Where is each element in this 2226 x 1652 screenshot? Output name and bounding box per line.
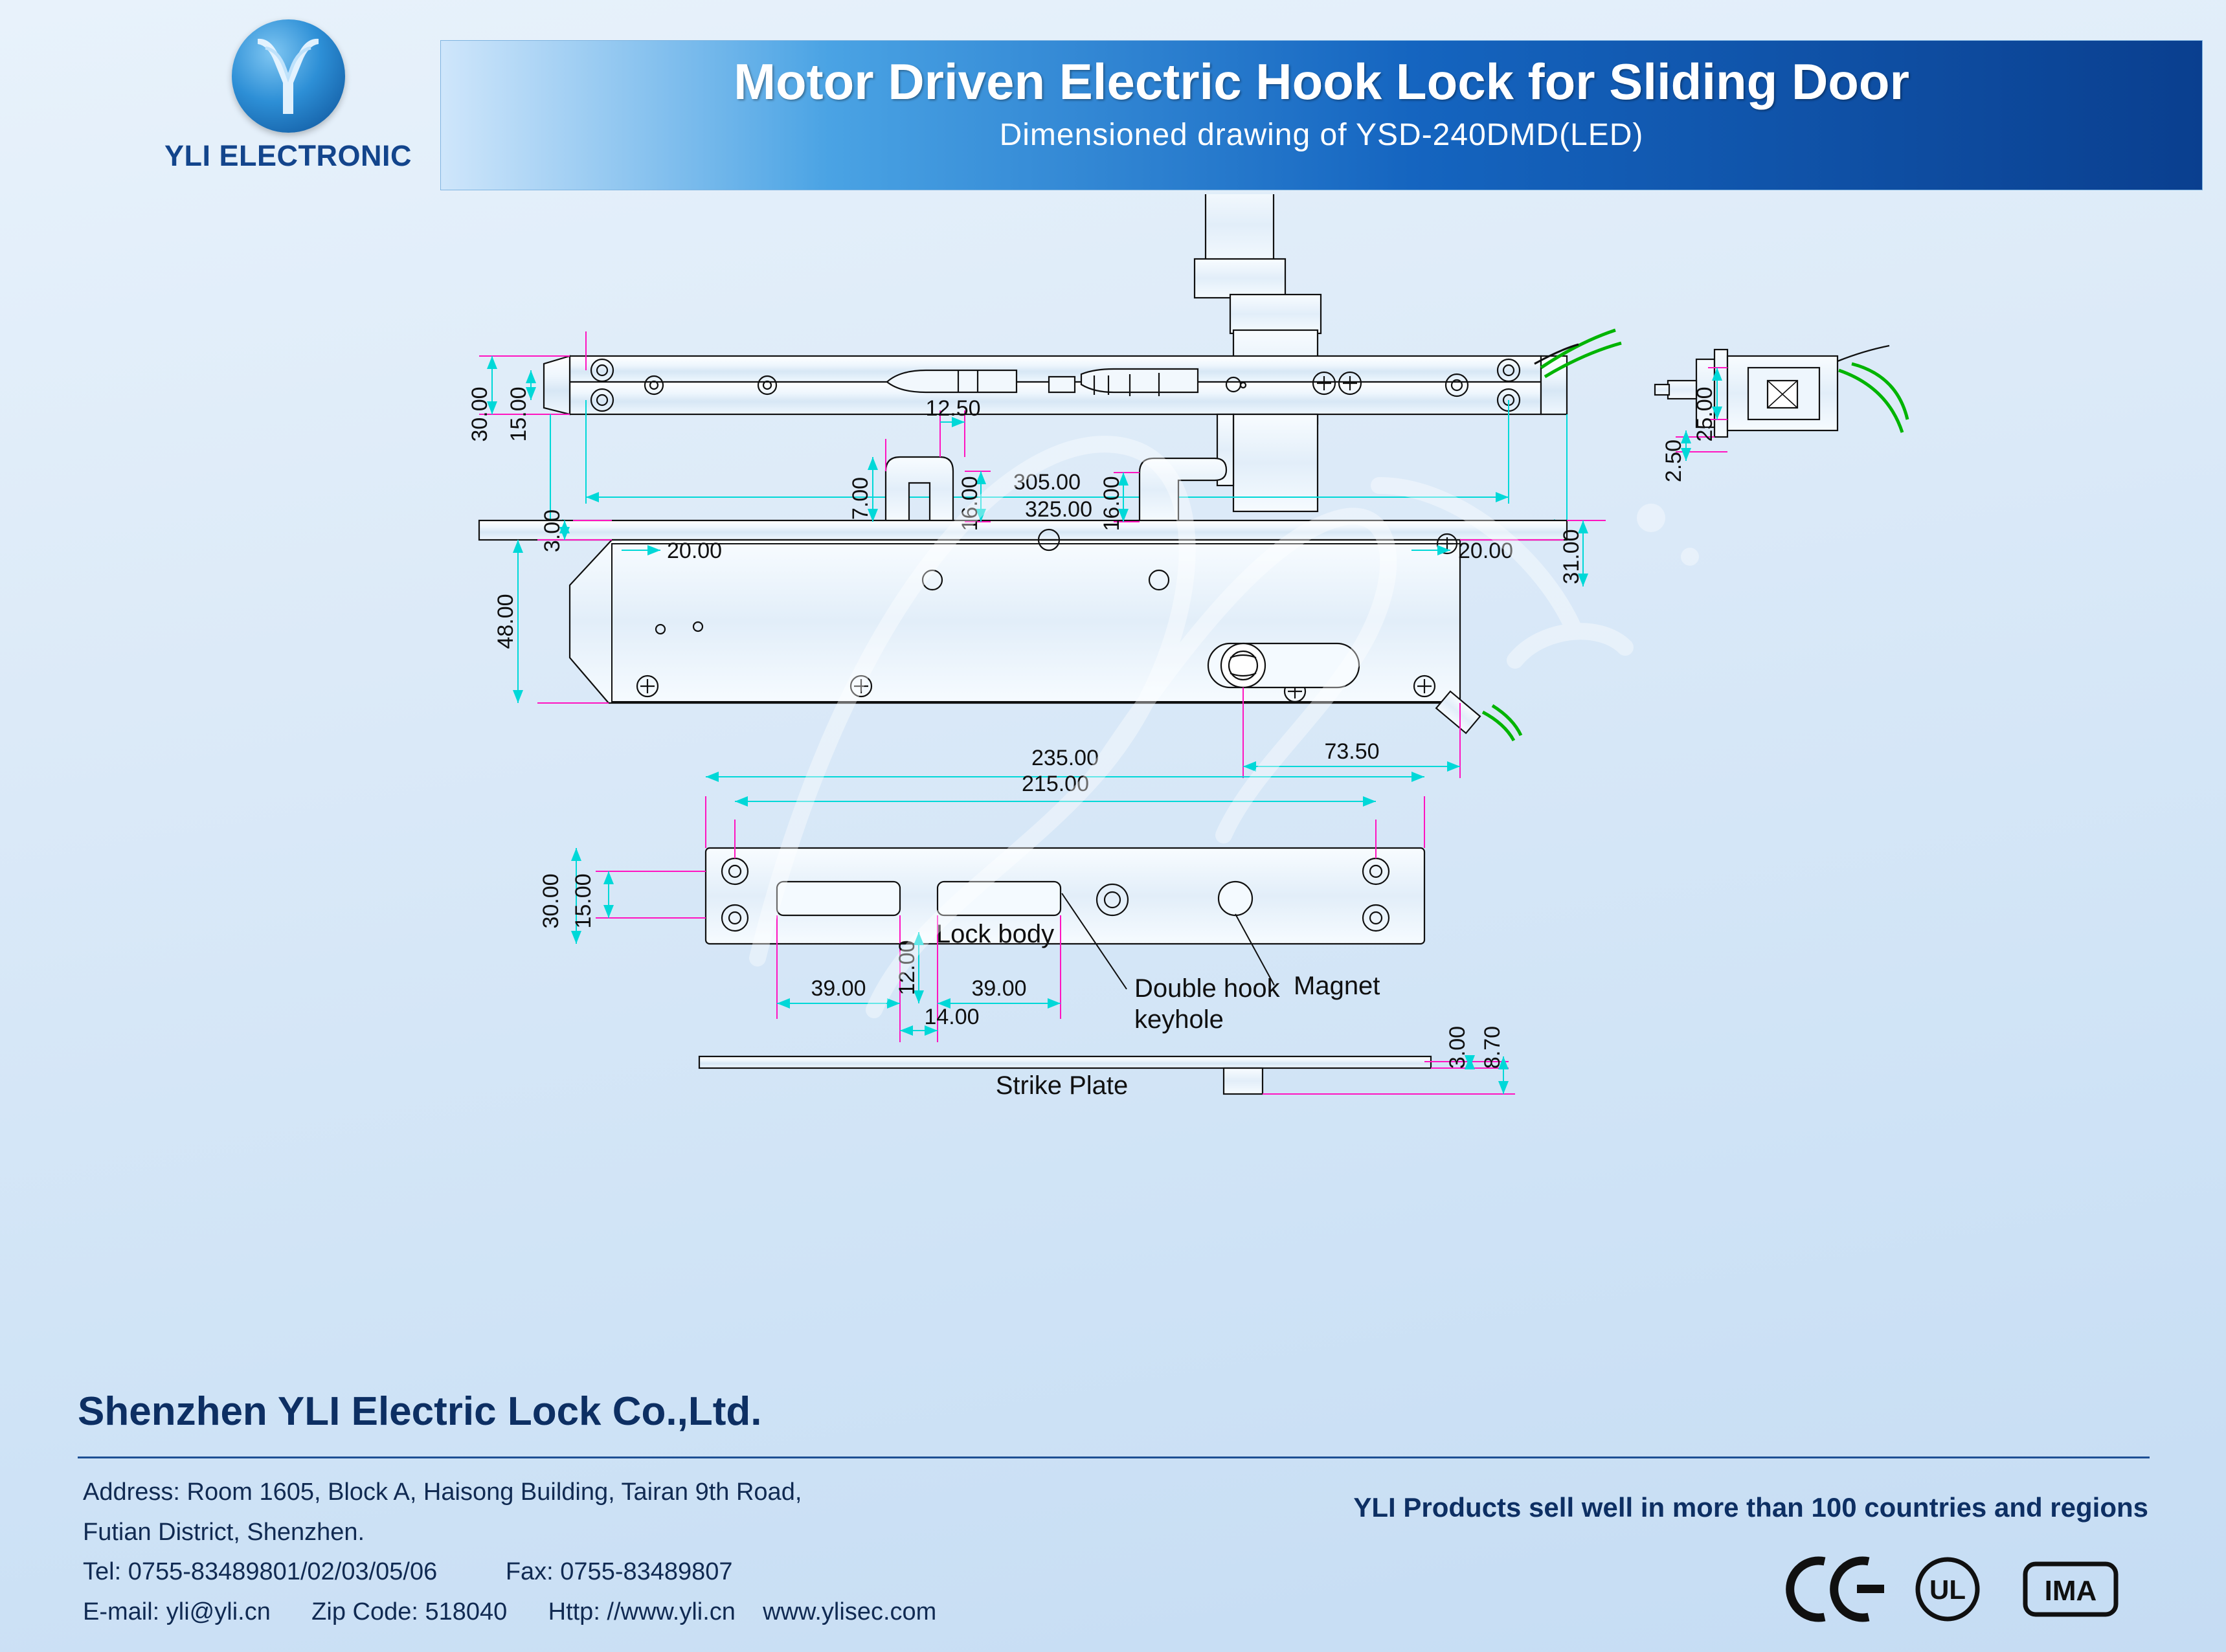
dim-front-16a: 16.00: [958, 476, 982, 531]
dim-top-15: 15.00: [506, 386, 531, 442]
dim-front-20-left: 20.00: [667, 539, 723, 563]
brand-name: YLI ELECTRONIC: [164, 139, 412, 172]
drawing-svg: [0, 194, 2226, 1340]
dim-front-31: 31.00: [1559, 529, 1584, 585]
address-line-2: Futian District, Shenzhen.: [83, 1518, 365, 1546]
dim-front-20-right: 20.00: [1458, 539, 1514, 563]
dim-top-30: 30.00: [467, 386, 492, 442]
dim-strike-235: 235.00: [1031, 746, 1099, 770]
yli-logo-icon: [232, 19, 345, 133]
dim-strike-8-7: 8.70: [1480, 1025, 1505, 1069]
label-double-hook-keyhole-2: keyhole: [1134, 1005, 1224, 1034]
footer-divider: [78, 1457, 2150, 1458]
address-line-3: Tel: 0755-83489801/02/03/05/06 Fax: 0755-83489807: [83, 1558, 733, 1586]
dim-front-12-5: 12.50: [925, 396, 981, 421]
dim-strike-30: 30.00: [539, 873, 563, 929]
brand-logo: [159, 19, 418, 201]
dim-strike-39-left: 39.00: [811, 976, 866, 1001]
svg-text:UL: UL: [1929, 1574, 1966, 1605]
dim-front-73-5: 73.50: [1324, 739, 1380, 764]
certification-marks: [1786, 1554, 2148, 1625]
ul-mark-icon: [1918, 1559, 1977, 1619]
dim-top-305: 305.00: [1013, 470, 1081, 495]
dim-top-325: 325.00: [1025, 497, 1092, 522]
dim-strike-12: 12.00: [895, 940, 919, 996]
page-subtitle: Dimensioned drawing of YSD-240DMD(LED): [999, 118, 1644, 152]
contact-block: [83, 1473, 936, 1632]
dim-strike-15: 15.00: [571, 873, 596, 929]
label-strike-plate: Strike Plate: [995, 1071, 1129, 1100]
logo-y-glyph: [232, 19, 345, 133]
dim-strike-14: 14.00: [924, 1005, 980, 1029]
address-line-4: E-mail: yli@yli.cn Zip Code: 518040 Http: //www.yli.cn www.ylisec.com: [83, 1598, 937, 1625]
company-name: Shenzhen YLI Electric Lock Co.,Ltd.: [78, 1389, 762, 1434]
page-title: Motor Driven Electric Hook Lock for Sliding Door: [734, 53, 1909, 110]
dim-front-3: 3.00: [540, 509, 565, 553]
dim-side-2-5: 2.50: [1661, 439, 1686, 483]
page-header: [0, 0, 2226, 214]
ce-mark-icon: [1790, 1561, 1884, 1618]
svg-text:IMA: IMA: [2044, 1575, 2097, 1607]
address-line-1: Address: Room 1605, Block A, Haisong Building, Tairan 9th Road,: [83, 1479, 802, 1506]
dim-strike-3: 3.00: [1445, 1025, 1470, 1069]
page-footer: [0, 1334, 2226, 1652]
dim-front-16b: 16.00: [1099, 476, 1124, 531]
dim-strike-215: 215.00: [1022, 772, 1089, 796]
marketing-tagline: YLI Products sell well in more than 100 countries and regions: [1353, 1492, 2148, 1523]
label-magnet: Magnet: [1294, 972, 1380, 1000]
label-lock-body: Lock body: [936, 920, 1055, 948]
dim-front-48: 48.00: [493, 594, 518, 649]
dim-front-7: 7.00: [848, 476, 873, 520]
dim-strike-39-right: 39.00: [971, 976, 1027, 1001]
title-banner: [440, 40, 2203, 190]
technical-drawing: [0, 194, 2226, 1340]
ima-mark-icon: [2025, 1564, 2116, 1614]
label-double-hook-keyhole-1: Double hook: [1134, 974, 1280, 1003]
dim-side-25: 25.00: [1692, 386, 1717, 442]
